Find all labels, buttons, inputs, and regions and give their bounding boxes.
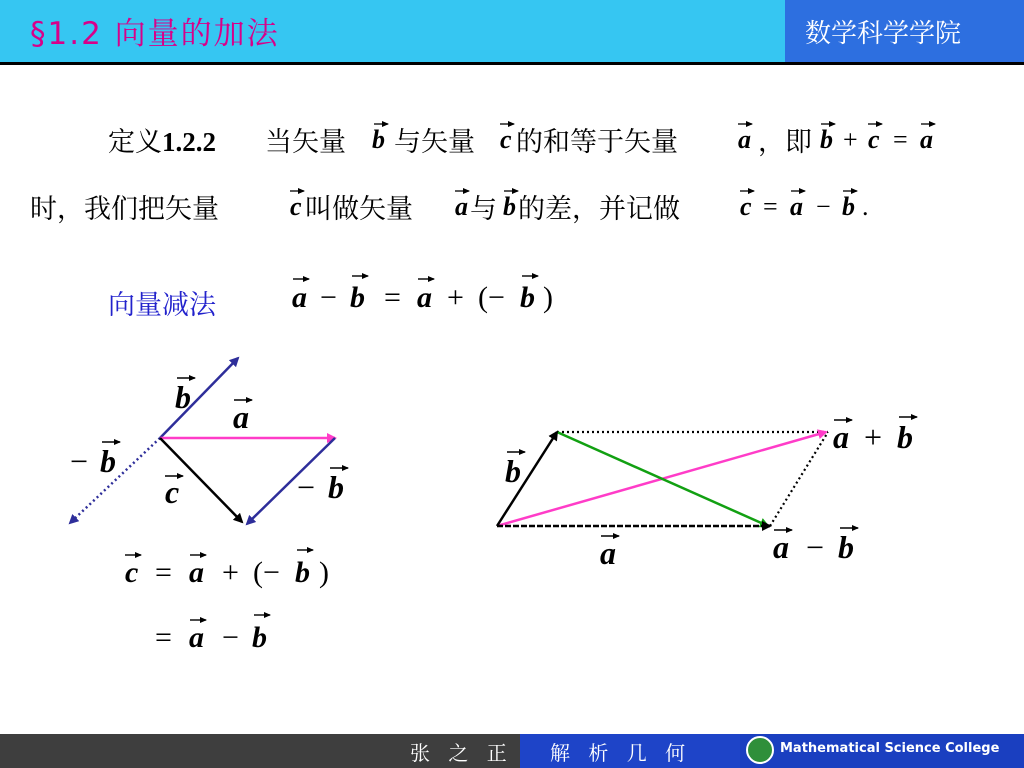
svg-text:b: b xyxy=(100,443,116,479)
svg-text:=: = xyxy=(155,621,172,654)
svg-text:a: a xyxy=(417,281,432,314)
svg-text:−: − xyxy=(806,529,825,565)
svg-text:b: b xyxy=(520,281,535,314)
def-text-1c: 与矢量 xyxy=(394,127,475,158)
svg-text:(−: (− xyxy=(478,281,505,314)
svg-text:b: b xyxy=(295,556,310,589)
college-name: 数学科学学院 xyxy=(805,19,962,49)
svg-text:+: + xyxy=(222,556,239,589)
svg-text:−: − xyxy=(320,281,337,314)
def-word: 定义 xyxy=(108,127,162,158)
def-text-2b: 叫做矢量 xyxy=(305,194,413,225)
svg-text:a: a xyxy=(773,529,789,565)
svg-text:b: b xyxy=(838,529,854,565)
svg-text:b: b xyxy=(842,192,855,221)
svg-text:c: c xyxy=(500,125,512,154)
svg-text:a: a xyxy=(738,125,751,154)
svg-text:c: c xyxy=(125,556,139,589)
slide-title: §1.2 向量的加法 xyxy=(30,16,280,52)
svg-text:a: a xyxy=(233,399,249,435)
subtraction-formula xyxy=(292,276,553,314)
left-diagram-equation xyxy=(125,550,329,654)
svg-text:): ) xyxy=(319,556,329,589)
svg-text:−: − xyxy=(222,621,239,654)
right-diagram xyxy=(497,417,917,571)
footer-college-en: Mathematical Science College xyxy=(780,741,1000,756)
def-text-1d: 的和等于矢量 xyxy=(516,127,678,158)
svg-text:(−: (− xyxy=(253,556,280,589)
def-number: 1.2.2 xyxy=(162,127,216,157)
def-text-2a: 时，我们把矢量 xyxy=(30,194,219,225)
svg-text:a: a xyxy=(189,556,204,589)
svg-text:c: c xyxy=(740,192,752,221)
svg-text:b: b xyxy=(350,281,365,314)
svg-text:c: c xyxy=(165,474,180,510)
svg-text:=: = xyxy=(384,281,401,314)
svg-text:−: − xyxy=(816,192,831,221)
def-text-2d: 的差，并记做 xyxy=(518,194,680,225)
svg-text:a: a xyxy=(920,125,933,154)
svg-text:−: − xyxy=(70,443,89,479)
footer-course: 解 析 几 何 xyxy=(550,741,692,765)
svg-text:a: a xyxy=(833,419,849,455)
svg-text:a: a xyxy=(292,281,307,314)
svg-text:a: a xyxy=(600,535,616,571)
svg-text:b: b xyxy=(820,125,833,154)
college-logo-icon xyxy=(746,736,774,764)
svg-text:a: a xyxy=(790,192,803,221)
footer-author: 张 之 正 xyxy=(410,741,513,765)
svg-text:b: b xyxy=(897,419,913,455)
left-diagram xyxy=(70,358,348,654)
svg-text:b: b xyxy=(372,125,385,154)
def-math-line-2 xyxy=(290,191,869,221)
svg-text:−: − xyxy=(297,469,316,505)
svg-text:c: c xyxy=(290,192,302,221)
svg-text:b: b xyxy=(503,192,516,221)
svg-text:+: + xyxy=(843,125,858,154)
svg-text:b: b xyxy=(175,379,191,415)
svg-text:=: = xyxy=(763,192,778,221)
def-text-2c: 与 xyxy=(470,194,497,225)
vector-a-minus-b-green xyxy=(557,432,768,526)
subtraction-label: 向量减法 xyxy=(108,290,216,321)
svg-text:=: = xyxy=(893,125,908,154)
svg-text:+: + xyxy=(447,281,464,314)
svg-text:c: c xyxy=(868,125,880,154)
svg-text:.: . xyxy=(862,192,869,221)
def-text-1e: ，即 xyxy=(758,127,812,158)
svg-text:a: a xyxy=(189,621,204,654)
svg-text:b: b xyxy=(328,469,344,505)
def-math-line-1 xyxy=(372,124,935,154)
svg-text:b: b xyxy=(505,453,521,489)
vector-neg-b-blue xyxy=(247,438,335,524)
def-text-1b: 当矢量 xyxy=(265,127,346,158)
vector-b-blue xyxy=(160,358,238,438)
svg-text:a: a xyxy=(455,192,468,221)
svg-text:b: b xyxy=(252,621,267,654)
svg-text:): ) xyxy=(543,281,553,314)
svg-text:=: = xyxy=(155,556,172,589)
svg-text:+: + xyxy=(864,419,883,455)
